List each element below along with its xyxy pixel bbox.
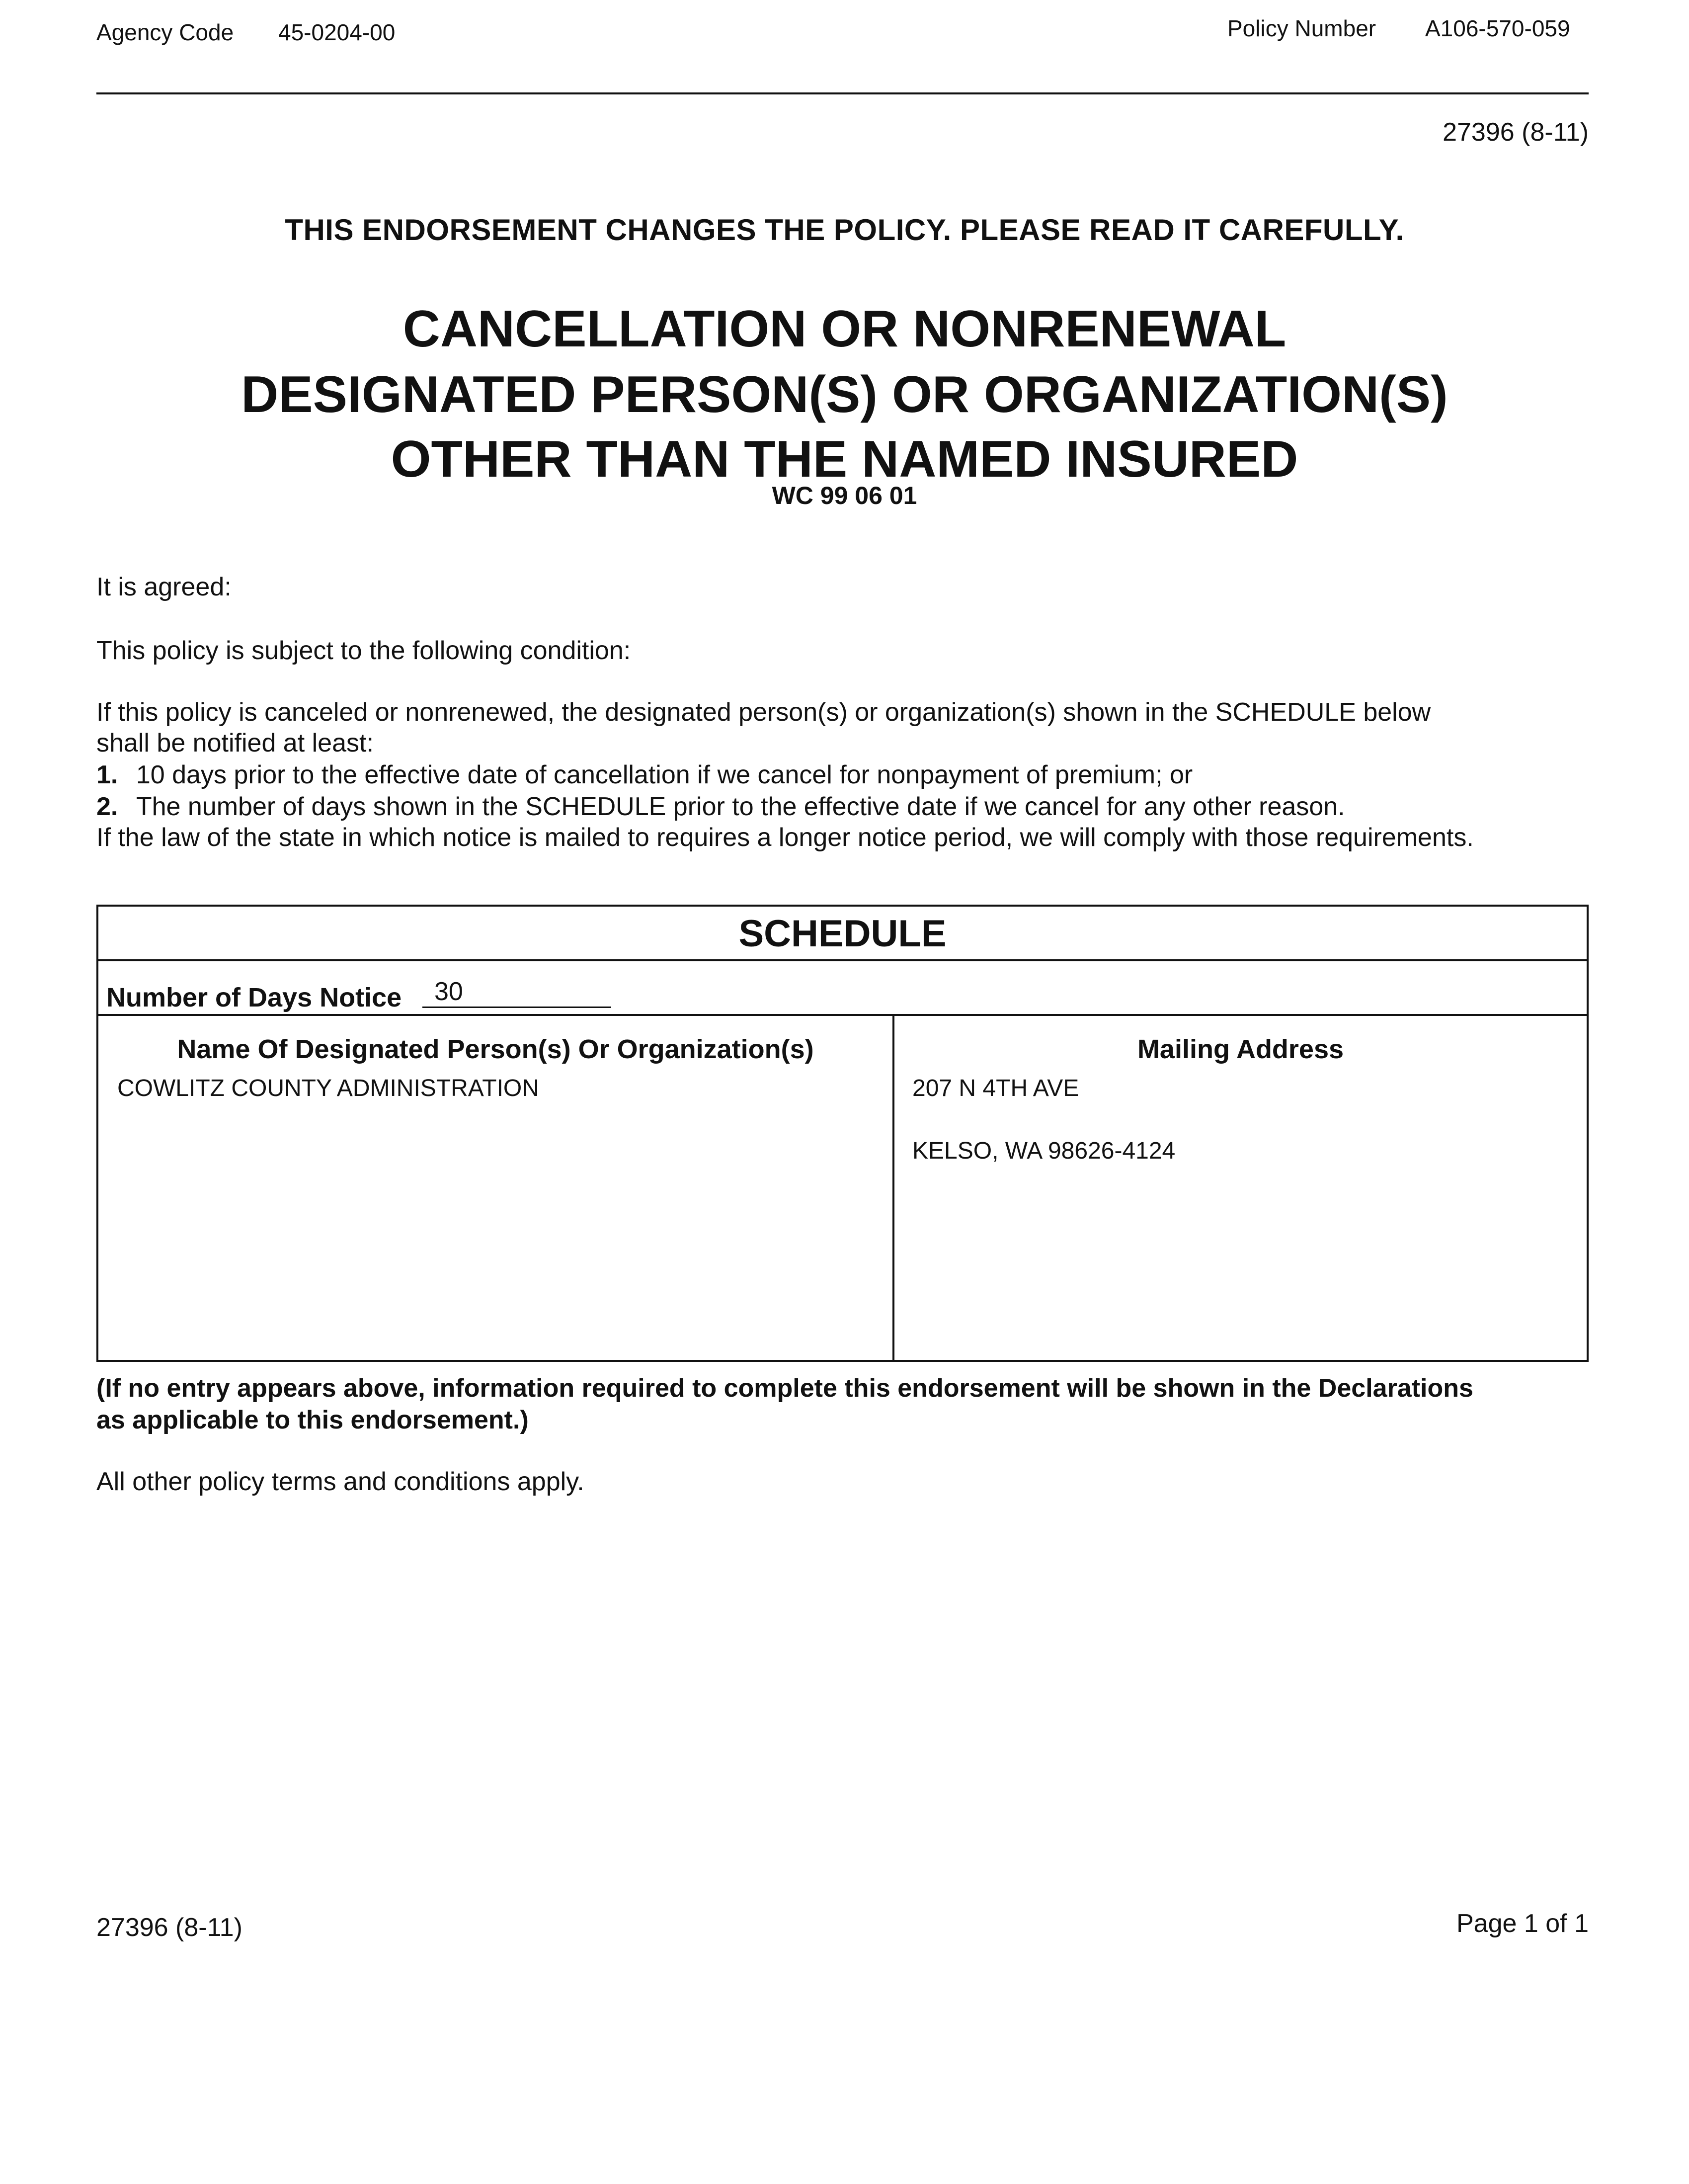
policy-number-value: A106-570-059	[1425, 15, 1570, 41]
days-notice-label: Number of Days Notice	[106, 983, 402, 1012]
condition-para-line-2: shall be notified at least:	[96, 729, 374, 757]
agency-code-value: 45-0204-00	[278, 19, 396, 45]
designated-name-value: COWLITZ COUNTY ADMINISTRATION	[117, 1075, 539, 1101]
form-number-top: 27396 (8-11)	[1443, 118, 1589, 147]
days-notice-row	[98, 961, 1587, 1016]
mailing-address-header: Mailing Address	[1137, 1034, 1344, 1064]
address-line-2: KELSO, WA 98626-4124	[912, 1138, 1176, 1164]
address-line-1: 207 N 4TH AVE	[912, 1075, 1079, 1101]
schedule-title: SCHEDULE	[98, 907, 1587, 961]
title-line-1: CANCELLATION OR NONRENEWAL	[402, 300, 1287, 358]
header-divider	[96, 92, 1589, 94]
subject-text: This policy is subject to the following condition:	[96, 636, 631, 665]
agreed-text: It is agreed:	[96, 573, 232, 601]
condition-item-2	[96, 791, 1345, 822]
item-2-text: The number of days shown in the SCHEDULE prior to the effective date if we cancel for any other reason.	[136, 792, 1345, 821]
condition-para-line-1: If this policy is canceled or nonrenewed, the designated person(s) or organization(s) shown in the SCHEDULE below	[96, 698, 1431, 727]
policy-number-label: Policy Number	[1227, 15, 1376, 41]
days-notice-value: 30	[422, 979, 611, 1008]
declarations-note-line-1: (If no entry appears above, information required to complete this endorsement will be shown in the Declarations	[96, 1374, 1473, 1403]
agency-code-label: Agency Code	[96, 19, 234, 45]
declarations-note-line-2: as applicable to this endorsement.)	[96, 1406, 529, 1434]
endorsement-notice-banner: THIS ENDORSEMENT CHANGES THE POLICY. PLEASE READ IT CAREFULLY.	[285, 213, 1404, 247]
law-requirement-text: If the law of the state in which notice is mailed to requires a longer notice period, we will comply with those requirements.	[96, 823, 1474, 852]
column-divider	[892, 1016, 894, 1362]
form-code: WC 99 06 01	[772, 482, 917, 509]
closing-text: All other policy terms and conditions apply.	[96, 1467, 584, 1496]
item-2-number: 2.	[96, 792, 118, 821]
footer-form-number: 27396 (8-11)	[96, 1913, 242, 1942]
title-line-2: DESIGNATED PERSON(S) OR ORGANIZATION(S)	[241, 366, 1448, 423]
item-1-number: 1.	[96, 760, 118, 789]
condition-item-1	[96, 759, 1193, 790]
page-indicator: Page 1 of 1	[1456, 1909, 1589, 1938]
title-line-3: OTHER THAN THE NAMED INSURED	[391, 430, 1298, 488]
item-1-text: 10 days prior to the effective date of cancellation if we cancel for nonpayment of premium; or	[136, 760, 1193, 789]
designated-name-header: Name Of Designated Person(s) Or Organization(s)	[177, 1034, 814, 1064]
schedule-table	[96, 905, 1589, 1362]
